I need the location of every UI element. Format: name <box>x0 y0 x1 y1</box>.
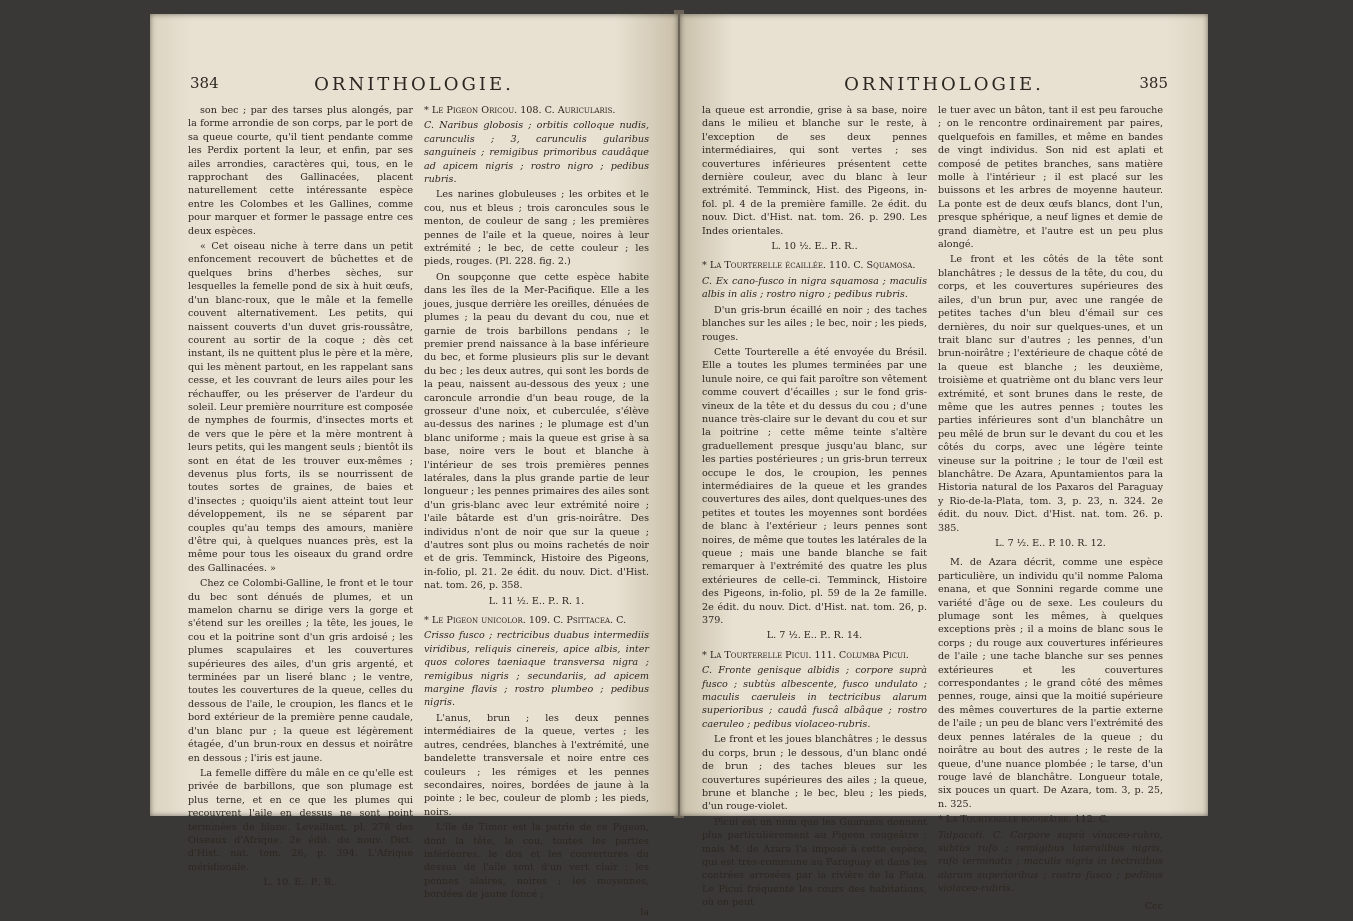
paragraph: Cette Tourterelle a été envoyée du Brésil. Elle a toutes les plumes terminées par une lunule noire, ce qui fait paroître son vêtement comme couvert d'écailles ; sur le fond gris-vineux de la tête et du dessus du cou ; d'une nuance très-claire sur le devant du cou et sur la poitrine ; cette même teinte s'altère graduellement presque jusqu'au blanc, sur les parties postérieures ; un gris-brun terreux occupe le dos, le croupion, les pennes intermédiaires de la queue et les grandes couvertures des ailes, dont quelques-unes des petites et toutes les moyennes sont bordées de blanc à l'extérieur ; leurs pennes sont noires, de même que toutes les latérales de la queue ; mais une bande blanche se fait remarquer à l'extrémité des quatre les plus extérieures de celle-ci. Temminck, Histoire des Pigeons, in-folio, pl. 59 de la 2e famille. 2e édit. du nouv. Dict. d'Hist. nat. tom. 26, p. 379. <box>702 346 927 627</box>
paragraph: son bec ; par des tarses plus alongés, par la forme arrondie de son corps, par le port de sa queue courte, qu'il tient pendante comme les Perdix portent la leur, et enfin, par ses ailes arrondies, caractères qui, tous, en le rapprochant des Gallinacées, placent naturellement cette intéressante espèce entre les Colombes et les Gallines, comme pour marquer et former le passage entre ces deux espèces. <box>188 105 413 237</box>
paragraph: L'île de Timor est la patrie de ce Pigeon, dont la tête, le cou, toutes les parties inférieures, le dos et les couvertures du dessus de l'aile sont d'un vert clair ; les pennes alaires, noires ; les moyennes, bordées de jaune foncé ; <box>424 822 649 901</box>
paragraph: Picui est un nom que les Guaranis donnent plus particulièrement au Pigeon rougeâtre ; mais M. de Azara l'a imposé à cette espèce, qui est très-commune au Paraguay et dans les contrées arrosées par la rivière de la Plata. Le Picui fréquente les cours des habitations, où on peut <box>702 816 927 909</box>
paragraph: « Cet oiseau niche à terre dans un petit enfoncement recouvert de bûchettes et de quelques brins d'herbes sèches, sur lesquelles la femelle pond de six à huit œufs, d'un blanc-roux, que le mâle et la femelle couvent alternativement. Les petits, qui naissent couverts d'un duvet gris-roussâtre, courent au sortir de la coque ; dès cet instant, ils ne quittent plus le père et la mère, qui les mènent partout, en les rappelant sans cesse, et les couvrant de leurs ailes pour les réchauffer, ou les préserver de l'ardeur du soleil. Leur première nourriture est composée de nymphes de fourmis, d'insectes morts et de vers que le père et la mère montrent à leurs petits, qui les mangent seuls ; bientôt ils sont en état de les trouver eux-mêmes ; devenus plus forts, ils se nourrissent de toutes sortes de graines, de baies et d'insectes ; quoiqu'ils aient atteint tout leur développement, ils ne se séparent par couples qu'au temps des amours, manière d'être qui, à quelques nuances près, est la même pour tous les oiseaux du grand ordre des Gallinacées. » <box>188 241 413 574</box>
entry-heading: * La Tourterelle rougeâtre. 112. C. <box>938 814 1110 826</box>
paragraph: M. de Azara décrit, comme une espèce particulière, un individu qu'il nomme Paloma enana, et que Sonnini regarde comme une variété d'âge ou de sexe. Les couleurs du plumage sont les mêmes, à quelques exceptions près ; il a moins de blanc sous le corps ; du rouge aux couvertures inférieures de l'aile ; une tache blanche sur ses pennes extérieures et les couvertures correspondantes ; le grand côté des mêmes pennes, rouge, ainsi que la moitié supérieure des mêmes couvertures de la partie externe de l'aile ; un peu de blanc vers l'extrémité des deux pennes latérales de la queue ; du noirâtre au bout des autres ; le reste de la queue, d'une nuance plombée ; le tarse, d'un rouge lavé de blanchâtre. Longueur totale, six pouces un quart. De Azara, tom. 3, p. 25, n. 325. <box>938 557 1163 810</box>
latin-diagnosis: C. Fronte genisque albidis ; corpore suprà fusco ; subtùs albescente, fusco undulato ; maculis caeruleis in tectricibus alarum superioribus ; caudâ fuscâ albâque ; rostro caeruleo ; pedibus violaceo-rubris. <box>702 665 927 730</box>
left-header <box>150 74 678 98</box>
measurement-line: L. 11 ½. E.. P.. R. 1. <box>488 595 585 607</box>
page-number: 385 <box>1139 74 1168 92</box>
measurement-line: L. 10. E.. P.. R.. <box>263 877 338 889</box>
paragraph: Les narines globuleuses ; les orbites et le cou, nus et bleus ; trois caroncules sous le menton, de couleur de sang ; les premières pennes de l'aile et la queue, noires à leur extrémité ; le bec, de cette couleur ; les pieds, rouges. (Pl. 228. fig. 2.) <box>424 189 649 268</box>
running-head: ORNITHOLOGIE. <box>844 74 1044 95</box>
right-column-1 <box>702 104 927 912</box>
latin-diagnosis: C. Naribus globosis ; orbitis colloque nudis, carunculis ; 3, carunculis gularibus sanguineis ; remigibus primoribus caudâque ad apicem nigris ; rostro nigro ; pedibus rubris. <box>424 120 649 186</box>
entry-heading: * La Tourterelle Picui. 111. Columba Picui. <box>702 649 909 661</box>
paragraph: le tuer avec un bâton, tant il est peu farouche ; on le rencontre ordinairement par paires, quelquefois en familles, et même en bandes de vingt individus. Son nid est aplati et composé de petites branches, sans matière molle à l'intérieur ; il est placé sur les buissons et les arbres de moyenne hauteur. La ponte est de deux œufs blancs, dont l'un, presque sphérique, a neuf lignes et demie de grand diamètre, et l'autre est un peu plus alongé. <box>938 105 1163 251</box>
left-column-2 <box>424 104 649 921</box>
measurement-line: L. 10 ½. E.. P.. R.. <box>771 241 858 253</box>
paragraph: D'un gris-brun écaillé en noir ; des taches blanches sur les ailes ; le bec, noir ; les pieds, rouges. <box>702 304 927 343</box>
paragraph: L'anus, brun ; les deux pennes intermédiaires de la queue, vertes ; les autres, cendrées, blanches à l'extrémité, une bandelette transversale et noire entre ces couleurs ; les rémiges et les pennes secondaires, noires, bordées de jaune à la pointe ; le bec, couleur de plomb ; les pieds, noirs. <box>424 712 649 818</box>
left-column-1 <box>188 104 413 896</box>
latin-diagnosis: Talpacoti. C. Corpore suprà vinaceo-rubro, subtùs rufo ; remigibus lateralibus nigris, rufo terminatis ; maculis nigris in tectricibus alarum superioribus ; rostro fusco ; pedibus violaceo-rubris. <box>938 829 1163 895</box>
right-header <box>680 74 1208 98</box>
entry-heading: * La Tourterelle écaillée. 110. C. Squamosa. <box>702 260 916 272</box>
entry-heading: * Le Pigeon unicolor. 109. C. Psittacea. C. <box>424 615 627 627</box>
paragraph: Chez ce Colombi-Galline, le front et le tour du bec sont dénués de plumes, et un mamelon charnu se dirige vers la gorge et s'étend sur les oreilles ; la tête, les joues, le cou et la poitrine sont d'un gris ardoisé ; les plumes scapulaires et les couvertures supérieures des ailes, d'un gris argenté, et terminées par un liseré blanc ; le ventre, toutes les couvertures de la queue, celles du dessous de l'aile, le croupion, les flancs et le bord extérieur de la première penne caudale, d'un blanc pur ; la queue est légèrement étagée, d'un brun-roux en dessus et noirâtre en dessous ; l'iris est jaune. <box>188 578 413 764</box>
latin-diagnosis: C. Ex cano-fusco in nigra squamosa ; maculis albis in alis ; rostro nigro ; pedibus rubris. <box>702 275 927 301</box>
entry-heading: * Le Pigeon Oricou. 108. C. Auricularis. <box>424 105 616 116</box>
paragraph: la queue est arrondie, grise à sa base, noire dans le milieu et blanche sur le reste, à l'exception de ses deux pennes intermédiaires, qui sont vertes ; ses couvertures inférieures présentent cette dernière couleur, avec du blanc à leur extrémité. Temminck, Hist. des Pigeons, in-fol. pl. 4 de la première famille. 2e édit. du nouv. Dict. d'Hist. nat. tom. 26. p. 290. Les Indes orientales. <box>702 105 927 237</box>
right-page <box>680 14 1208 912</box>
running-head: ORNITHOLOGIE. <box>314 74 514 95</box>
paragraph: Le front et les joues blanchâtres ; le dessus du corps, brun ; le dessous, d'un blanc ondé de brun ; des taches bleues sur les couvertures supérieures des ailes ; la queue, brune et blanche ; le bec, bleu ; les pieds, d'un rouge-violet. <box>702 734 927 813</box>
paragraph: La femelle diffère du mâle en ce qu'elle est privée de barbillons, que son plumage est plus terne, et en ce que les plumes qui recouvrent l'aile en dessus ne sont point terminées de blanc. Levaillant, pl. 278 des Oiseaux d'Afrique. 2e édit. du nouv. Dict. d'Hist. nat. tom. 26, p. 394. L'Afrique méridionale. <box>188 767 413 873</box>
page-number: 384 <box>190 74 219 92</box>
signature-mark: Ccc <box>1144 900 1163 912</box>
left-page <box>150 14 678 918</box>
right-column-2 <box>938 104 1163 915</box>
catchword: la <box>640 906 649 918</box>
paragraph: Le front et les côtés de la tête sont blanchâtres ; le dessus de la tête, du cou, du corps, et les couvertures supérieures des ailes, d'un brun pur, avec une rangée de petites taches d'un bleu d'émail sur ces dernières, du noir sur quelques-unes, et un trait blanc sur d'autres ; les pennes, d'un brun-noirâtre ; l'extérieure de chaque côté de la queue est blanche ; les deuxième, troisième et quatrième ont du blanc vers leur extrémité, et sont brunes dans le reste, de même que les autres pennes ; toutes les parties inférieures sont d'un blanchâtre un peu mêlé de brun sur le devant du cou et les côtés du corps, avec une légère teinte vineuse sur la poitrine ; le tour de l'œil est blanchâtre. De Azara, Apuntamientos para la Historia natural de los Paxaros del Paraguay y Rio-de-la-Plata, tom. 3, p. 23, n. 324. 2e édit. du nouv. Dict. d'Hist. nat. tom. 26. p. 385. <box>938 254 1163 534</box>
measurement-line: L. 7 ½. E.. P. 10. R. 12. <box>995 538 1106 549</box>
measurement-line: L. 7 ½. E.. P.. R. 14. <box>766 630 863 642</box>
latin-diagnosis: Crisso fusco ; rectricibus duabus intermediis viridibus, reliquis cinereis, apice albis, inter quos colores taeniaque transversa nigra ; remigibus nigris ; secundariis, ad apicem margine flavis ; rostro plumbeo ; pedibus nigris. <box>424 630 649 709</box>
paragraph: On soupçonne que cette espèce habite dans les îles de la Mer-Pacifique. Elle a les joues, jusque derrière les oreilles, dénuées de plumes ; la peau du devant du cou, nue et garnie de trois barbillons pendans ; le premier prend naissance à la base inférieure du bec, et forme plusieurs plis sur le devant du bec ; les deux autres, qui sont les bords de la peau, naissent au-dessous des yeux ; une caroncule arrondie d'un beau rouge, de la grosseur d'une noix, et cuberculée, s'élève au-dessus des narines ; le plumage est d'un blanc uniforme ; mais la queue est grise à sa base, noire vers le bout et blanche à l'intérieur de ses trois premières pennes latérales, dans la plus grande partie de leur longueur ; les pennes primaires des ailes sont d'un gris-blanc avec leur extrémité noire ; l'aile bâtarde est d'un gris-noirâtre. Des individus n'ont de noir que sur la queue ; d'autres sont plus ou moins rachetés de noir et de gris. Temminck, Histoire des Pigeons, in-folio, pl. 21. 2e édit. du nouv. Dict. d'Hist. nat. tom. 26, p. 358. <box>424 271 649 592</box>
